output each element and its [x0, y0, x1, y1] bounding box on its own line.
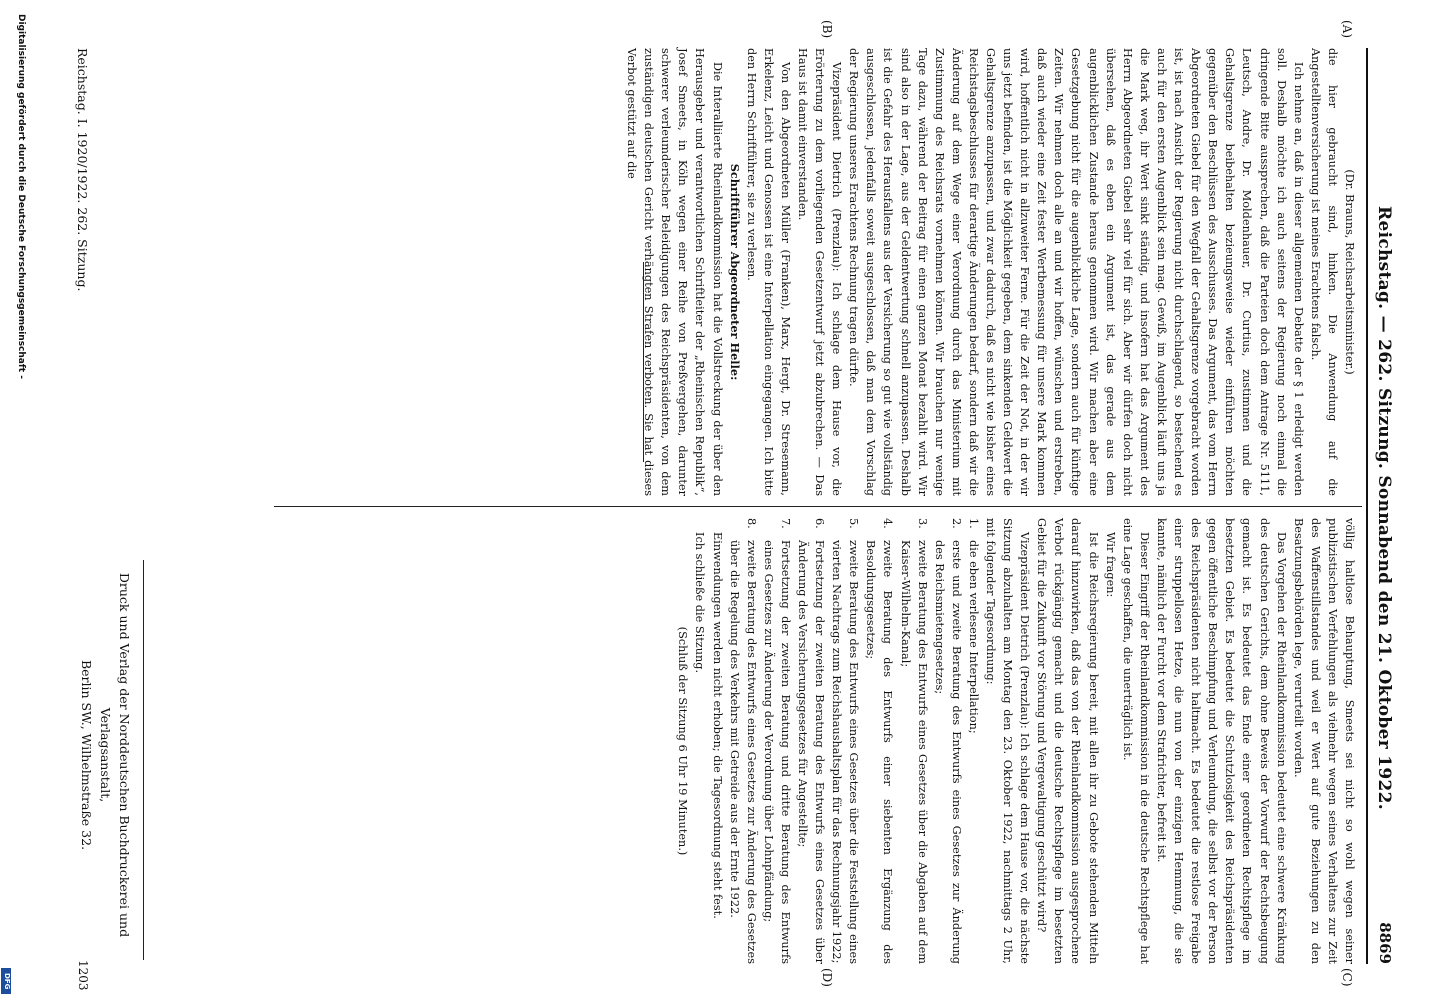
funding-note: Digitalisierung gefördert durch die Deutsche Forschungsgemeinschaft -: [16, 14, 26, 379]
speaker-intro: (Dr. Brauns, Reichsarbeitsminister.): [1343, 169, 1356, 375]
paragraph: die hier gebraucht sind, hinken. Die Anwendung auf die Angestelltenversicherung ist meines Erachtens falsch.: [1308, 48, 1339, 496]
page-title: Reichstag. — 262. Sitzung. Sonnabend den 21. Oktober 1922.: [1374, 206, 1394, 810]
agenda-item: [896, 518, 930, 964]
header-rule: [1366, 48, 1368, 964]
paragraph: Ich nehme an, daß in dieser allgemeinen Debatte der § 1 erledigt werden soll. Deshalb möchte ich auch seitens der Regierung noch einmal die dringende Bitte aussprechen, daß die Parteien doch dem Antrage Nr. 5111, Leutsch, Andre, Dr. Moldenhauer, Dr. Curtius, zustimmen und die Gehaltsgrenze beibehalten bezieungsweise wieder einführen möchten gegenüber den Beschlüssen des Ausschusses. Das Argument, das vom Herrn Abgeordneten Giebel für den Wegfall der Gehaltsgrenze vorgebracht worden ist, ist nach Ansicht der Regierung nicht durchschlagend, so bestechend es auch für den ersten Augenblick sein mag. Gewiß, im Augenblick läuft uns ja die Mark weg, ihr Wert sinkt ständig, und insofern hat das Argument des Herrn Abgeordneten Giebel sehr viel für sich. Aber wir dürfen doch nicht übersehen, daß es eben ein Argument ist, das gerade aus dem augenblicklichen Zustande heraus genommen wird. Wir machen aber eine Gesetzgebung nicht für die augenblickliche Lage, sondern auch für künftige Zeiten. Wir nehmen doch alle an und wir hoffen, wünschen und erstreben, daß auch wieder eine Zeit fester Wertbemessung für unsere Mark kommen wird, hoffentlich nicht in allzuweiter Ferne. Für die Zeit der Not, in der wir uns jetzt befinden, ist die Möglichkeit gegeben, dem sinkenden Geldwert die Gehaltsgrenze anzupassen, und zwar dadurch, daß es nicht wie bisher eines Reichstagsbeschlusses für derartige Änderungen bedarf, sondern daß wir die Änderung auf dem Wege einer Verordnung durch das Ministerium mit Zustimmung des Reichsrats vornehmen können. Wir brauchen nur wenige Tage dazu, während der Beitrag für einen ganzen Monat bezahlt wird. Wir sind also in der Lage, aus der Geldentwertung schnell anzupassen. Deshalb ist die Gefahr des Herausfallens aus der Versicherung so gut wie vollständig ausgeschlossen, jedenfalls soweit ausgeschlossen, daß man dem Vorschlag der Regierung unseres Erachtens Rechnung tragen dürfte.: [847, 48, 1305, 496]
paragraph: Dieser Eingriff der Rheinlandkommission in die deutsche Rechtspflege hat eine Lage geschaffen, die unerträglich ist.: [1120, 518, 1151, 964]
footer-signature: Reichstag. I. 1920/1922. 262. Sitzung.: [75, 48, 90, 292]
agenda-number: 6.: [813, 518, 827, 529]
agenda-text: die eben verlesene Interpellation;: [966, 540, 980, 734]
printer-imprint: [77, 540, 134, 970]
agenda-text: zweite Beratung des Entwurfs einer siebenten Ergänzung des Besoldungsgesetzes;: [864, 540, 895, 964]
agenda-item: [965, 518, 982, 964]
agenda-text: zweite Beratung des Entwurfs eines Gesetzes zur Änderung des Gesetzes über die Regelung des Verkehrs mit Getreide aus der Ernte 1922.: [727, 540, 758, 964]
agenda-text: zweite Beratung des Entwurfs eines Gesetzes über die Abgaben auf dem Kaiser-Wilhelm-Kanal;: [898, 540, 929, 964]
margin-marker-d: (D): [820, 968, 834, 987]
agenda-number: 8.: [744, 518, 758, 529]
agenda-item: [931, 518, 965, 964]
session-close: (Schluß der Sitzung 6 Uhr 19 Minuten.): [676, 626, 690, 856]
left-column: [623, 48, 1358, 496]
agenda-number: 3.: [915, 518, 929, 529]
agenda-text: Fortsetzung der zweiten Beratung und dritte Beratung des Entwurfs eines Gesetzes zur Änderung der Verordnung über Lohnpfändung;: [761, 540, 792, 964]
agenda-item: [794, 518, 828, 964]
paragraph: Ist die Reichsregierung bereit, mit allen ihr zu Gebote stehenden Mitteln darauf hinzuwirken, daß das von der Rheinlandkommission ausgesprochene Verbot rückgängig gemacht und die deutsche Rechtspflege im besetzten Gebiet für die Zukunft vor Störung und Vergewaltigung geschützt wird?: [1035, 518, 1100, 964]
paragraph: Vizepräsident Dietrich (Prenzlau): Ich schlage dem Hause vor, die Erörterung zu dem vorliegenden Gesetzentwurf jetzt abzubrechen. — Das Haus ist damit einverstanden.: [796, 48, 844, 496]
margin-marker-a: (A): [1340, 20, 1354, 39]
agenda-number: 5.: [847, 518, 861, 529]
dfg-logo: DFG: [1, 968, 11, 994]
imprint-line: Berlin SW., Wilhelmstraße 32.: [79, 659, 94, 851]
agenda-item: [828, 518, 862, 964]
column-end-rule: [643, 262, 644, 462]
header-page-number: 8869: [1376, 922, 1394, 964]
speaker-heading: Schriftführer Abgeordneter Helle:: [727, 163, 742, 381]
paragraph: Das Vorgehen der Rheinlandkommission bedeutet eine schwere Kränkung des deutschen Gerichts, dem ohne Beweis der Vorwurf der Rechtsbeugung gemacht ist. Es bedeutet das Ende einer geordneten Rechtspflege im besetzten Gebiet. Es bedeutet die Schutzlosigkeit des Reichspräsidenten gegen öffentliche Beschimpfung und Verleumdung, die selbst vor der Person des Reichspräsidenten nicht haltmacht. Es bedeutet die restlose Freigabe einer struppellosen Hetze, die nun von der einzigen Hemmung, die sie kannte, nämlich der Furcht vor dem Strafrichter, befreit ist.: [1154, 518, 1288, 964]
agenda-number: 7.: [778, 518, 792, 529]
right-column: [674, 518, 1358, 964]
imprint-line: Druck und Verlag der Norddeutschen Buchdruckerei und Verlagsanstalt,: [98, 572, 132, 938]
agenda-item: [760, 518, 794, 964]
agenda-item: [862, 518, 896, 964]
imprint-rule: [143, 560, 144, 960]
agenda-text: erste und zweite Beratung des Entwurfs eines Gesetzes zur Änderung des Reichsmietengesetzes;: [932, 540, 963, 964]
agenda-number: 4.: [881, 518, 895, 529]
margin-marker-b: (B): [820, 20, 834, 39]
paragraph: Einwendungen werden nicht erhoben; die Tagesordnung steht fest.: [710, 532, 724, 919]
agenda-text: Fortsetzung der zweiten Beratung des Entwurfs eines Gesetzes über Änderung des Versicherungsgesetzes für Angestellte;: [796, 540, 827, 964]
paragraph: Vizepräsident Dietrich (Prenzlau): Ich schlage dem Hause vor, die nächste Sitzung abzuhalten am Montag den 23. Oktober 1922, nachmittags 2 Uhr, mit folgender Tagesordnung:: [984, 518, 1032, 964]
paragraph: Die Interalliierte Rheinlandkommission hat die Vollstreckung der über den Herausgeber und verantwortlichen Schriftleiter der „Rheinischen Republik“, Josef Smeets, in Köln wegen einer Reihe von Preßvergehen, darunter schwerer verleumderischer Beleidigungen des Reichspräsidenten, von dem zuständigen deutschen Gericht verhängten Strafen verboten. Sie hat dieses Verbot gestützt auf die: [625, 48, 724, 496]
agenda-list: [726, 518, 982, 964]
paragraph: Von den Abgeordneten Müller (Franken), Marx, Hergt, Dr. Stresemann, Erkelenz, Leicht und Genossen ist eine Interpellation eingegangen. Ich bitte den Herrn Schriftführer, sie zu verlesen.: [744, 48, 792, 496]
agenda-number: 1.: [966, 518, 980, 529]
page-header: [1368, 48, 1394, 964]
footer-page-number: 1203: [76, 960, 90, 991]
paragraph: Wir fragen:: [1103, 532, 1117, 598]
agenda-text: zweite Beratung des Entwurfs eines Gesetzes über die Feststellung eines vierten Nachtrags zum Reichshaushaltsplan für das Rechnungsjahr 1922;: [830, 540, 861, 964]
paragraph: Ich schließe die Sitzung.: [693, 532, 707, 674]
agenda-item: [726, 518, 760, 964]
margin-marker-c: (C): [1340, 968, 1354, 987]
paragraph: völlig haltlose Behauptung, Smeets sei nicht so wohl wegen seiner publizistischen Verfehlungen als vielmehr wegen seines Verhaltens zur Zeit des Waffenstillstandes und weil er Wert auf gute Beziehungen zu den Besatzungsbehörden lege, verurteilt worden.: [1291, 518, 1356, 964]
column-divider: [274, 506, 1362, 507]
agenda-number: 2.: [949, 518, 963, 529]
